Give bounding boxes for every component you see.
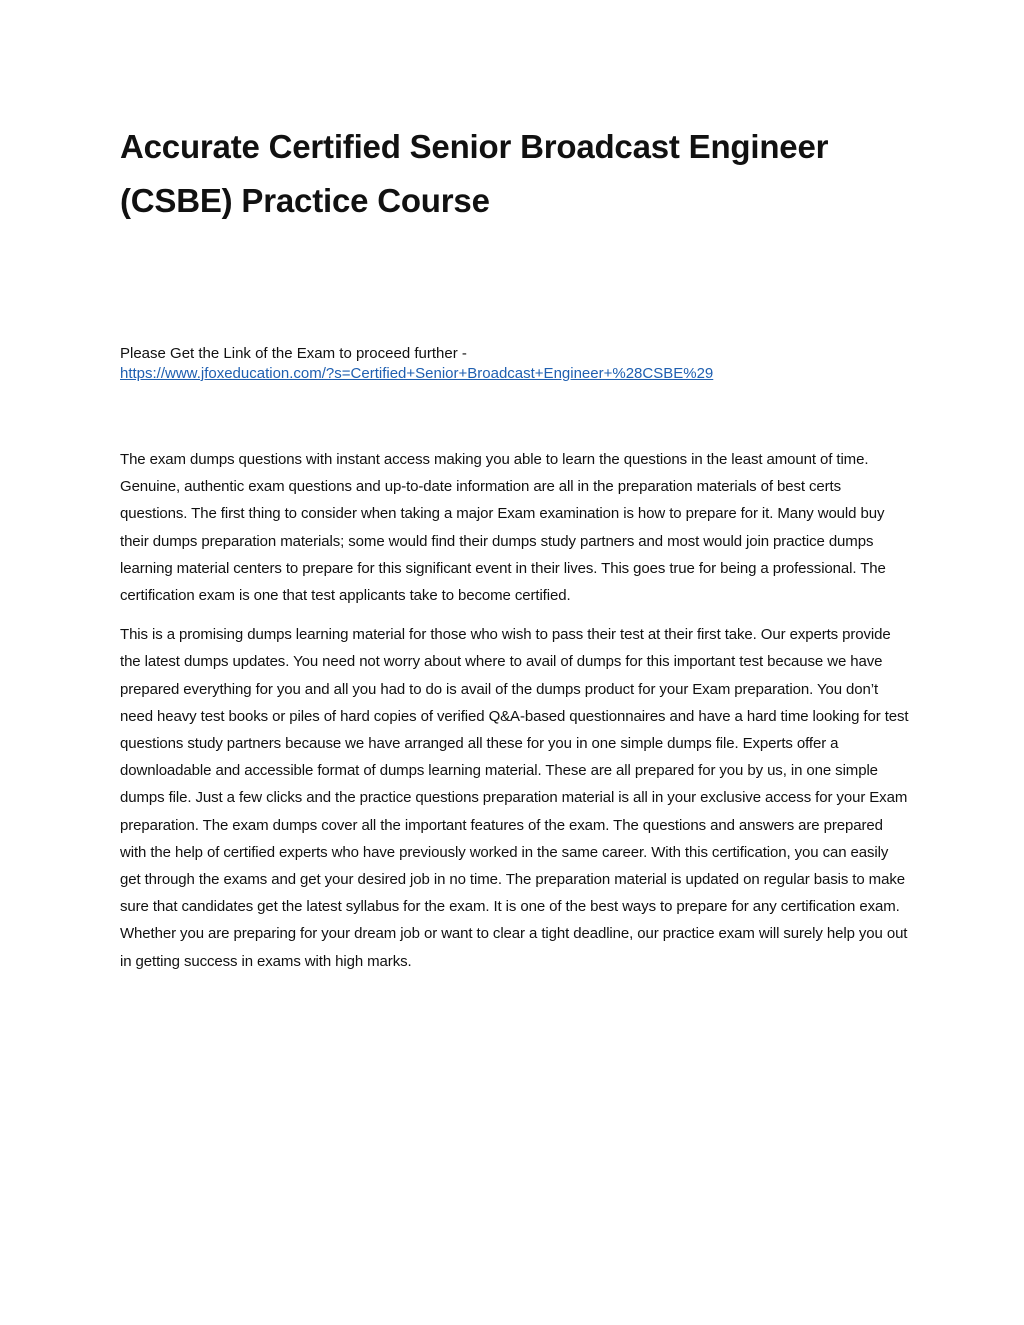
body-text <box>120 446 910 987</box>
paragraph-2: This is a promising dumps learning material for those who wish to pass their test at their first take. Our experts provide the latest dumps updates. You need not worry about where to avail of dumps for this important test because we have prepared everything for you and all you had to do is avail of the dumps product for your Exam preparation. You don’t need heavy test books or piles of hard copies of verified Q&A-based questionnaires and have a hard time looking for test questions study partners because we have arranged all these for you in one simple dumps file. Experts offer a downloadable and accessible format of dumps learning material. These are all prepared for you by us, in one simple dumps file. Just a few clicks and the practice questions preparation material is all in your exclusive access for your Exam preparation. The exam dumps cover all the important features of the exam. The questions and answers are prepared with the help of certified experts who have previously worked in the same career. With this certification, you can easily get through the exams and get your desired job in no time. The preparation material is updated on regular basis to make sure that candidates get the latest syllabus for the exam. It is one of the best ways to prepare for any certification exam. Whether you are preparing for your dream job or want to clear a tight deadline, our practice exam will surely help you out in getting success in exams with high marks. <box>120 626 909 970</box>
intro-block <box>120 344 910 384</box>
page-title: Accurate Certified Senior Broadcast Engineer (CSBE) Practice Course <box>120 128 829 219</box>
intro-text: Please Get the Link of the Exam to proceed further - <box>120 345 467 362</box>
exam-link[interactable]: https://www.jfoxeducation.com/?s=Certified+Senior+Broadcast+Engineer+%28CSBE%29 <box>120 365 714 382</box>
paragraph-1: The exam dumps questions with instant access making you able to learn the questions in the least amount of time. Genuine, authentic exam questions and up-to-date information are all in the preparation materials of best certs questions. The first thing to consider when taking a major Exam examination is how to prepare for it. Many would buy their dumps preparation materials; some would find their dumps study partners and most would join practice dumps learning material centers to prepare for this significant event in their lives. This goes true for being a professional. The certification exam is one that test applicants take to become certified. <box>120 451 886 605</box>
